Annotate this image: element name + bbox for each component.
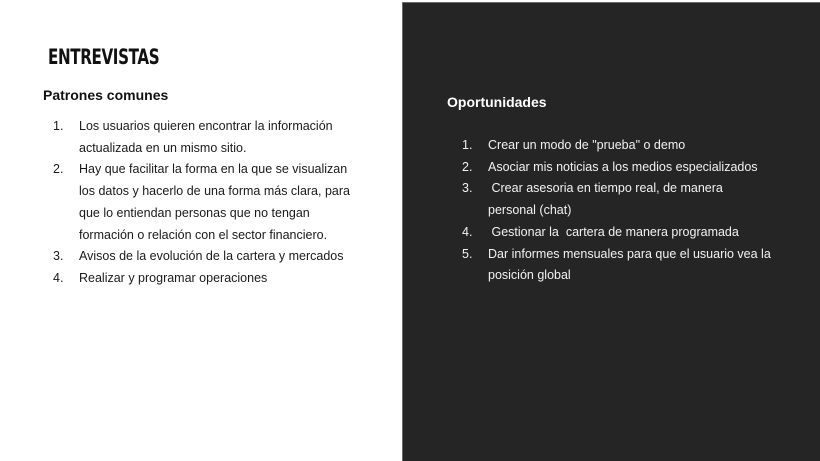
right-panel [402, 2, 820, 461]
list-item [462, 135, 772, 157]
item-number: 3. [53, 249, 64, 264]
item-number: 4. [462, 224, 473, 239]
list-item [53, 268, 363, 290]
item-text: Avisos de la evolución de la cartera y mercados [79, 249, 344, 264]
item-number: 4. [53, 270, 64, 285]
item-number: 2. [53, 162, 64, 177]
list-item [462, 244, 775, 287]
item-text: Dar informes mensuales para que el usuario vea la posición global [488, 246, 775, 283]
item-number: 1. [462, 138, 473, 152]
item-text: Crear asesoria en tiempo real, de manera personal (chat) [488, 181, 727, 218]
item-text: Los usuarios quieren encontrar la información actualizada en un mismo sitio. [79, 119, 337, 155]
list-item [462, 178, 772, 221]
item-number: 5. [462, 246, 473, 261]
list-item [462, 222, 772, 244]
item-text: Hay que facilitar la forma en la que se visualizan los datos y hacerlo de una forma más clara, para que lo entiendan personas que no tengan formación o relación con el sector financiero. [79, 162, 354, 242]
item-text: Asociar mis noticias a los medios especializados [488, 159, 758, 174]
item-number: 1. [53, 119, 64, 133]
slide-title: ENTREVISTAS [48, 45, 160, 69]
item-text: Crear un modo de "prueba" o demo [488, 138, 686, 152]
item-text: Realizar y programar operaciones [79, 270, 268, 285]
list-item [53, 246, 363, 268]
patrones-heading: Patrones comunes [43, 87, 169, 103]
item-text: Gestionar la cartera de manera programada [488, 224, 739, 239]
left-panel [0, 0, 402, 461]
oportunidades-heading: Oportunidades [447, 94, 547, 110]
list-item [462, 157, 772, 179]
patrones-list [53, 116, 363, 290]
oportunidades-list [462, 135, 775, 287]
item-number: 2. [462, 159, 473, 174]
list-item [53, 116, 363, 159]
list-item [53, 159, 363, 246]
item-number: 3. [462, 181, 473, 196]
